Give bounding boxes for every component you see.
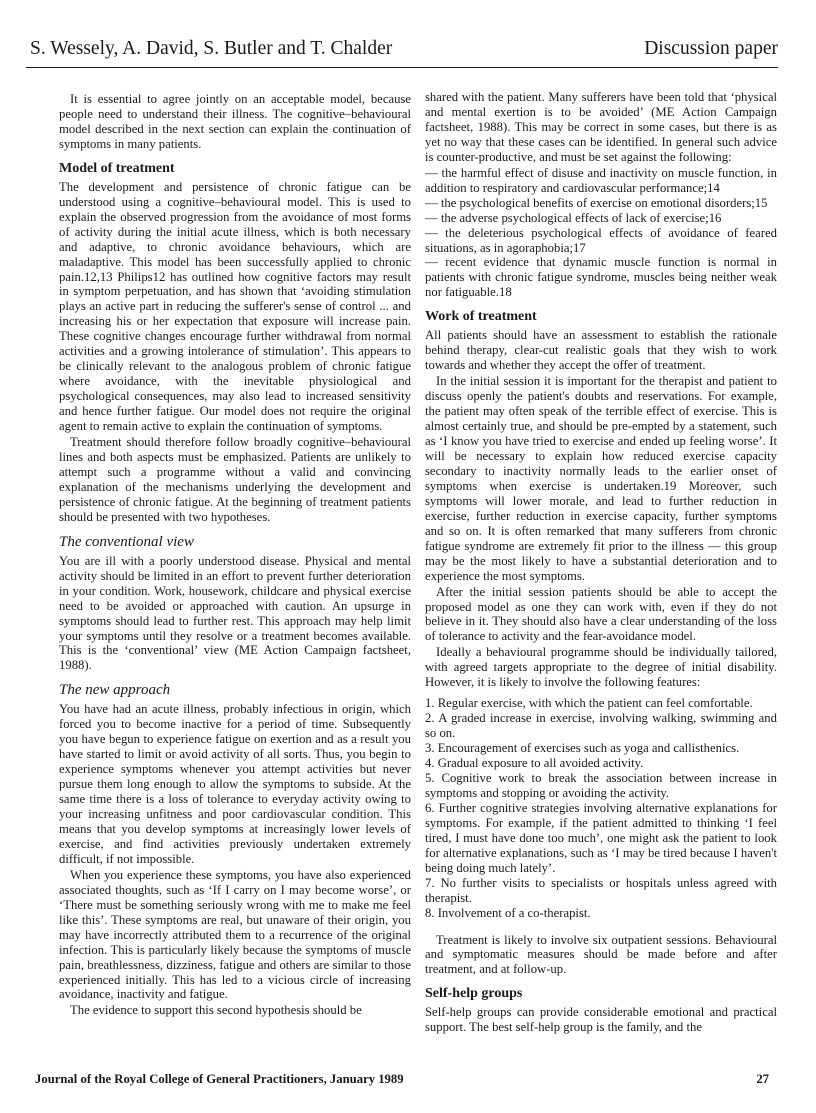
list-item: 6. Further cognitive strategies involving alternative explanations for symptoms. For example, if the patient admitted to thinking ‘I feel tired, I must have done too much’, one might ask the patient to look for alternative explanations, such as ‘I may be tired because I haven't being doing much lately’. <box>425 800 777 875</box>
list-item: — recent evidence that dynamic muscle function is normal in patients with chronic fatigue syndrome, muscles being neither weak nor fatiguable.18 <box>425 255 777 300</box>
list-item: 5. Cognitive work to break the association between increase in symptoms and stopping or avoiding the activity. <box>425 770 777 800</box>
treatment-paragraph: Treatment is likely to involve six outpatient sessions. Behavioural and symptomatic measures should be made before and after treatment, and at follow-up. <box>425 932 777 977</box>
new-approach-paragraph-1: You have had an acute illness, probably infectious in origin, which forced you to become inactive for a period of time. Subsequently you have begun to experience fatigue on exertion and as a result you have started to limit or avoid activity of all sorts. Thus, you begin to experience symptoms whenever you attempt activities but never pursue them long enough to allow the symptoms to subside. At the same time there is a loss of tolerance to everyday activity owing to your increasing unfitness and poor cardiovascular condition. This means that you develop symptoms at increasingly lower levels of exercise, and find activities previously undertaken extremely difficult, if not impossible. <box>59 702 411 866</box>
model-paragraph-1: The development and persistence of chronic fatigue can be understood using a cognitive–behavioural model. This is used to explain the observed progression from the avoidance of most forms of activity during the initial acute illness, which is both necessary and adaptive, to chronic avoidance behaviours, which are maladaptive. This model has been successfully applied to chronic pain.12,13 Philips12 has outlined how cognitive factors may result in symptom perpetuation, and has shown that ‘avoiding stimulation plays an active part in reducing the sufferer's sense of control ... and increasing his or her expectation that exposure will increase pain. These cognitive changes encourage further withdrawal from normal activities and a growing intolerance of stimulation’. This appears to be clinically relevant to the analogous problem of chronic fatigue where avoidance, with the inevitable physiological and psychological consequences, may also lead to increased sensitivity and hence further fatigue. Our model does not require the original agent to remain active to explain the continuation of symptoms. <box>59 179 411 434</box>
intro-paragraph: It is essential to agree jointly on an acceptable model, because people need to understand their illness. The cognitive–behavioural model described in the next section can explain the continuation of symptoms in many patients. <box>59 92 411 151</box>
list-item: — the adverse psychological effects of lack of exercise;16 <box>425 210 722 225</box>
continuation-paragraph: shared with the patient. Many sufferers have been told that ‘physical and mental exertion is to be avoided’ (ME Action Campaign factsheet, 1988). This may be correct in some cases, but there is as yet no way that these cases can be identified. In general such advice is counter-productive, and must be set against the following: <box>425 90 777 164</box>
list-item: 1. Regular exercise, with which the patient can feel comfortable. <box>425 696 753 711</box>
work-paragraph-1: All patients should have an assessment to establish the rationale behind therapy, clear-cut realistic goals that they wish to work towards and whether they accept the offer of treatment. <box>425 328 777 373</box>
list-item: — the harmful effect of disuse and inactivity on muscle function, in addition to respiratory and cardiovascular performance;14 <box>425 165 777 195</box>
right-column <box>425 90 777 1036</box>
list-item: 7. No further visits to specialists or hospitals unless agreed with therapist. <box>425 875 777 905</box>
heading-work-of-treatment: Work of treatment <box>425 309 537 325</box>
page-number: 27 <box>756 1072 769 1086</box>
running-head-authors: S. Wessely, A. David, S. Butler and T. Chalder <box>30 38 393 59</box>
list-item: — the psychological benefits of exercise on emotional disorders;15 <box>425 195 768 210</box>
work-paragraph-2: In the initial session it is important for the therapist and patient to discuss openly the patient's doubts and reservations. For example, the patient may often speak of the terrible effect of exercise. This is almost certainly true, and should be pre-empted by a statement, such as ‘I know you have tried to exercise and ended up feeling worse’. It will be necessary to explain how reduced exercise capacity secondary to inactivity normally leads to the earlier onset of symptoms when exercise is undertaken.19 Moreover, such symptoms will lower morale, and lead to further reduction in exercise, further reduction in exercise capacity, further symptoms and so on. It is often remarked that many sufferers from chronic fatigue syndrome are extremely fit prior to the illness — this group may be the most likely to have a substantial deterioration and to experience the most symptoms. <box>425 374 777 583</box>
list-item: 4. Gradual exposure to all avoided activity. <box>425 756 644 771</box>
model-paragraph-2: Treatment should therefore follow broadly cognitive–behavioural lines and both aspects must be emphasized. Patients are unlikely to attempt such a programme without a valid and convincing explanation of the mechanisms underlying the development and persistence of chronic fatigue. At the beginning of treatment patients should be presented with two hypotheses. <box>59 435 411 524</box>
work-paragraph-3: After the initial session patients should be able to accept the proposed model as one they can work with, even if they do not believe in it. They should also have a clear understanding of the loss of tolerance to activity and the fear-avoidance model. <box>425 584 777 644</box>
page-header <box>26 34 778 64</box>
left-column <box>59 92 411 1019</box>
heading-model-of-treatment: Model of treatment <box>59 160 175 176</box>
header-rule <box>26 67 778 68</box>
new-approach-paragraph-3: The evidence to support this second hypothesis should be <box>70 1003 362 1018</box>
conventional-paragraph: You are ill with a poorly understood disease. Physical and mental activity should be limited in an effort to prevent further deterioration in your condition. Work, housework, childcare and physical exercise need to be avoided or approached with caution. An upsurge in symptoms should lead to further rest. This approach may help limit your symptoms until they resolve or a treatment becomes available. This is the ‘conventional’ view (ME Action Campaign factsheet, 1988). <box>59 553 411 673</box>
list-item: 8. Involvement of a co-therapist. <box>425 905 591 920</box>
list-item: 3. Encouragement of exercises such as yoga and callisthenics. <box>425 741 740 756</box>
heading-conventional-view: The conventional view <box>59 533 194 550</box>
heading-self-help-groups: Self-help groups <box>425 986 523 1002</box>
new-approach-paragraph-2: When you experience these symptoms, you have also experienced associated thoughts, such as ‘If I carry on I may become worse’, or ‘There must be something seriously wrong with me to make me feel like this’. These symptoms are real, but unaware of their origin, you may have incorrectly attributed them to a recurrence of the original infection. This is particularly likely because the symptoms of muscle pain, breathlessness, dizziness, fatigue and others are similar to those experienced initially. This has led to a vicious circle of increasing avoidance, inactivity and fatigue. <box>59 867 411 1002</box>
list-item: 2. A graded increase in exercise, involving walking, swimming and so on. <box>425 711 777 741</box>
self-help-paragraph: Self-help groups can provide considerable emotional and practical support. The best self-help group is the family, and the <box>425 1005 777 1035</box>
features-list <box>425 696 777 920</box>
evidence-list <box>425 166 777 301</box>
list-item: — the deleterious psychological effects of avoidance of feared situations, as in agoraphobia;17 <box>425 225 777 255</box>
journal-citation: Journal of the Royal College of General Practitioners, January 1989 <box>35 1072 404 1086</box>
heading-new-approach: The new approach <box>59 682 171 699</box>
running-head-section: Discussion paper <box>644 38 778 59</box>
spacer <box>425 921 777 933</box>
work-paragraph-4: Ideally a behavioural programme should be individually tailored, with agreed targets appropriate to the degree of initial disability. However, it is likely to involve the following features: <box>425 645 777 690</box>
